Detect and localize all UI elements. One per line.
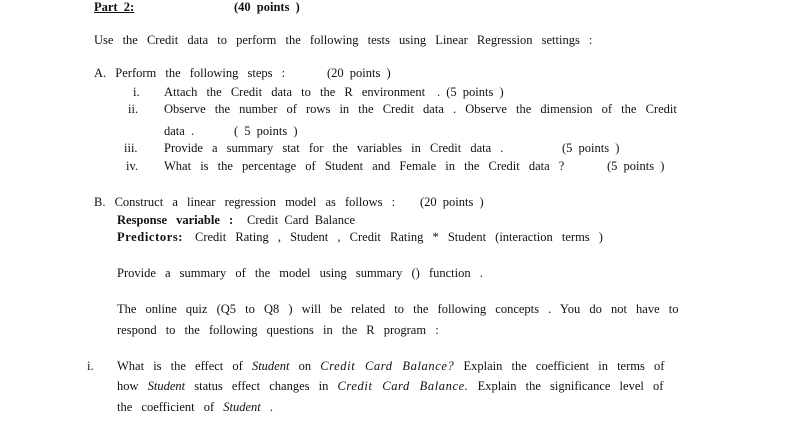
section-b-points: (20 points ) <box>420 195 484 209</box>
item-a2-text-continued: data . <box>164 124 195 138</box>
section-a-heading: A. Perform the following steps : <box>94 66 286 80</box>
item-a1-number: i. <box>133 85 140 99</box>
item-a2-number: ii. <box>128 102 139 116</box>
item-a4-number: iv. <box>126 159 139 173</box>
q-line2-student: Student <box>147 379 186 393</box>
q-line1-student: Student <box>251 359 290 373</box>
q-line2-part-e: Explain the significance level of <box>477 379 664 393</box>
q-line3-period: . <box>269 400 274 414</box>
question-i-line-2 <box>117 379 663 393</box>
question-i-number: i. <box>87 359 94 373</box>
section-a-points: (20 points ) <box>327 66 391 80</box>
item-a3-number: iii. <box>124 141 138 155</box>
question-i-line-3 <box>117 400 273 414</box>
item-a3-points: (5 points ) <box>562 141 620 155</box>
q-line3-part-a: the coefficient of <box>117 400 215 414</box>
q-line2-how: how <box>117 379 139 393</box>
q-line2-credit-card-balance: Credit Card Balance. <box>337 379 469 393</box>
summary-instruction: Provide a summary of the model using summary () function . <box>117 266 483 280</box>
q-line1-on: on <box>298 359 312 373</box>
part-points: (40 points ) <box>234 0 300 14</box>
section-b-heading: B. Construct a linear regression model as follows : <box>94 195 396 209</box>
item-a1-text: Attach the Credit data to the R environment <box>164 85 426 99</box>
quiz-note-line-1: The online quiz (Q5 to Q8 ) will be related to the following concepts . You do not have to <box>117 302 679 316</box>
q-line1-part-e: Explain the coefficient in terms of <box>463 359 665 373</box>
q-line2-status-text: status effect changes in <box>194 379 329 393</box>
response-value: Credit Card Balance <box>247 213 356 227</box>
item-a4-text: What is the percentage of Student and Female in the Credit data ? <box>164 159 565 173</box>
quiz-note-line-2: respond to the following questions in the R program : <box>117 323 439 337</box>
question-i-line-1 <box>117 359 664 373</box>
response-label: Response variable : <box>117 213 234 227</box>
item-a3-text: Provide a summary stat for the variables in Credit data . <box>164 141 504 155</box>
intro-text: Use the Credit data to perform the following tests using Linear Regression settings : <box>94 33 593 47</box>
part-title: Part 2: <box>94 0 135 14</box>
item-a4-points: (5 points ) <box>607 159 665 173</box>
item-a2-points: ( 5 points ) <box>234 124 298 138</box>
q-line1-part-a: What is the effect of <box>117 359 243 373</box>
predictors-value: Credit Rating , Student , Credit Rating * Student (interaction terms ) <box>195 230 603 244</box>
predictors-label: Predictors: <box>117 230 184 244</box>
item-a2-text: Observe the number of rows in the Credit data . Observe the dimension of the Credit <box>164 102 677 116</box>
q-line1-credit-card-balance: Credit Card Balance? <box>320 359 455 373</box>
q-line3-student: Student <box>223 400 261 414</box>
item-a1-points: . (5 points ) <box>437 85 504 99</box>
